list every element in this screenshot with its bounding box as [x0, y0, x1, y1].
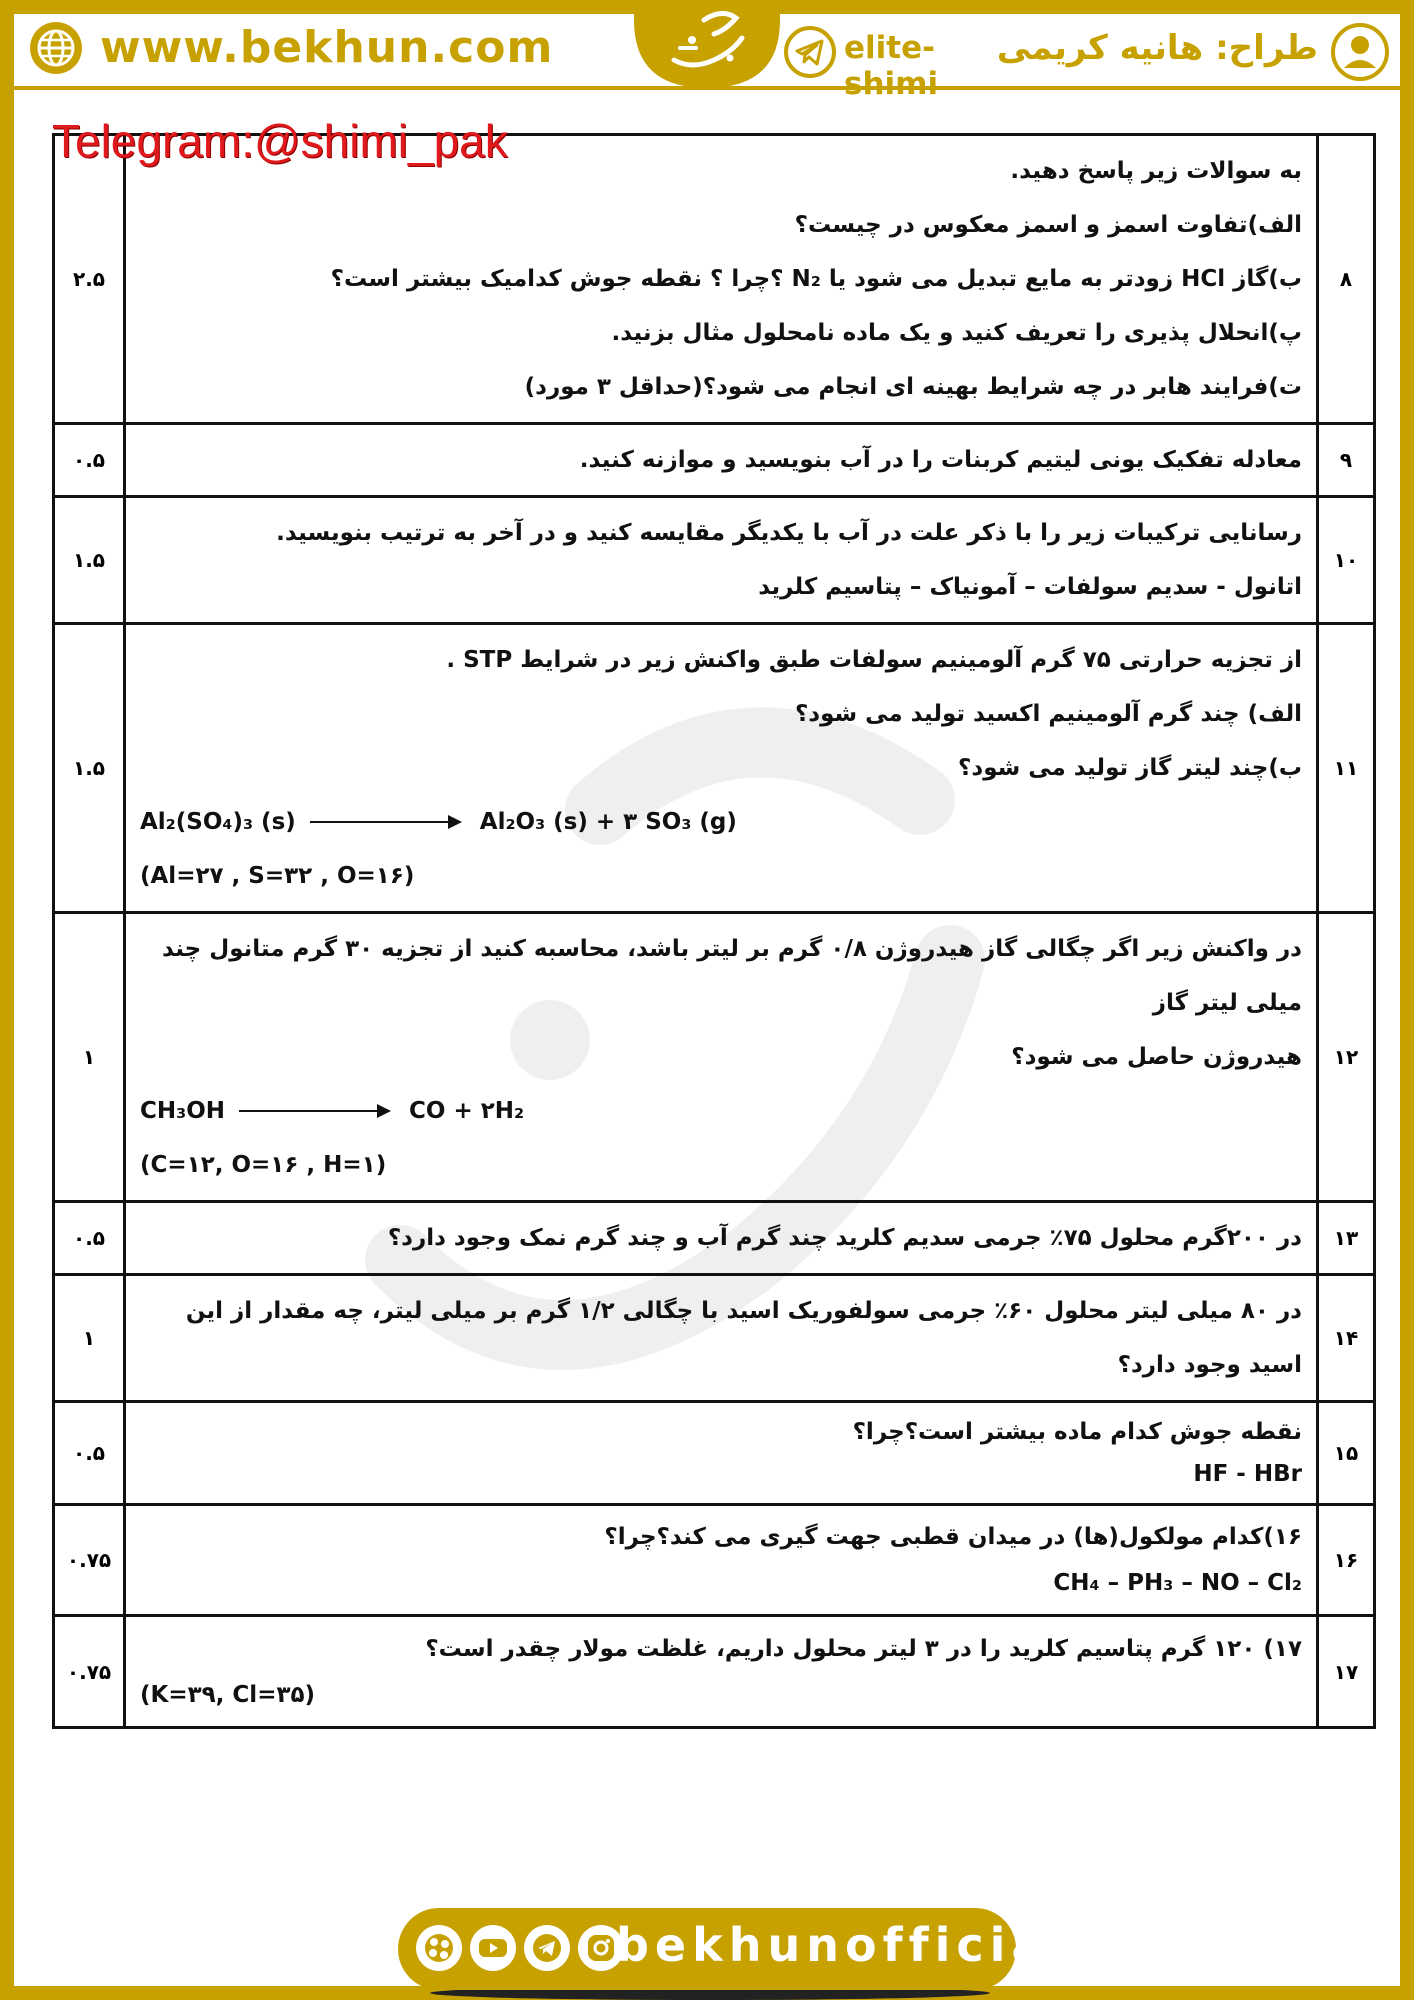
question-text: [125, 913, 1318, 1202]
question-line: از تجزیه حرارتی ۷۵ گرم آلومینیم سولفات طبق واکنش زیر در شرایط STP .: [446, 647, 1302, 673]
telegram-handle: elite-shimi: [844, 30, 939, 102]
question-line: به سوالات زیر پاسخ دهید.: [1010, 158, 1302, 184]
score-cell: ۰.۵: [54, 1402, 125, 1505]
question-row-15: [54, 1402, 1375, 1505]
atomic-masses: [140, 849, 1302, 903]
question-row-16: [54, 1505, 1375, 1616]
atomic-masses: [140, 1138, 1302, 1192]
question-row-8: [54, 135, 1375, 424]
social-handle[interactable]: bekhunofficial: [616, 1918, 1071, 1972]
score-cell: ۱.۵: [54, 624, 125, 913]
question-text: [125, 1202, 1318, 1275]
question-line: رسانایی ترکیبات زیر را با ذکر علت در آب با یکدیگر مقایسه کنید و در آخر به ترتیب بنویسید.: [276, 520, 1302, 546]
telegram-stamp: Telegram:@shimi_pak: [52, 115, 508, 167]
chemical-equation: [140, 1084, 1302, 1138]
globe-icon: [28, 20, 84, 76]
question-row-17: [54, 1616, 1375, 1728]
equation-products: Al₂O₃ (s) + ۳ SO₃ (g): [479, 809, 737, 835]
header: [0, 0, 1414, 102]
question-line: پ)انحلال پذیری را تعریف کنید و یک ماده نامحلول مثال بزنید.: [611, 320, 1302, 346]
question-line: ت)فرایند هابر در چه شرایط بهینه ای انجام می شود؟(حداقل ۳ مورد): [524, 374, 1302, 400]
equation-reactants: CH₃OH: [140, 1098, 226, 1124]
question-row-11: [54, 624, 1375, 913]
question-number: ۱۱: [1318, 624, 1375, 913]
formula-line: HF - HBr: [1193, 1461, 1302, 1487]
score-cell: ۰.۵: [54, 1202, 125, 1275]
exam-table: [52, 133, 1376, 1729]
score-cell: ۱.۵: [54, 497, 125, 624]
question-number: ۸: [1318, 135, 1375, 424]
question-line: ب)گاز HCl زودتر به مایع تبدیل می شود یا N₂ ؟چرا ؟ نقطه جوش کدامیک بیشتر است؟: [330, 266, 1302, 292]
telegram-icon[interactable]: [524, 1925, 570, 1971]
question-row-10: [54, 497, 1375, 624]
question-number: ۱۶: [1318, 1505, 1375, 1616]
reaction-arrow-icon: [310, 821, 460, 823]
atomic-masses-text: (C=۱۲, O=۱۶ , H=۱): [140, 1152, 387, 1178]
question-number: ۱۴: [1318, 1275, 1375, 1402]
website-link[interactable]: www.bekhun.com: [100, 22, 554, 73]
question-number: ۹: [1318, 424, 1375, 497]
designer-name: طراح: هانیه کریمی: [996, 28, 1318, 68]
question-text: [125, 624, 1318, 913]
question-line: هیدروژن حاصل می شود؟: [1011, 1044, 1302, 1070]
question-number: ۱۰: [1318, 497, 1375, 624]
question-row-12: [54, 913, 1375, 1202]
question-text: [125, 1275, 1318, 1402]
question-line: معادله تفکیک یونی لیتیم کربنات را در آب بنویسید و موازنه کنید.: [579, 447, 1302, 473]
question-text: [125, 497, 1318, 624]
formula-line: CH₄ – PH₃ – NO – Cl₂: [1053, 1570, 1302, 1596]
question-line: ب)چند لیتر گاز تولید می شود؟: [958, 755, 1302, 781]
question-row-9: [54, 424, 1375, 497]
question-line: اتانول - سدیم سولفات – آمونیاک – پتاسیم کلرید: [758, 574, 1302, 600]
score-cell: ۰.۷۵: [54, 1505, 125, 1616]
atomic-masses-text: (Al=۲۷ , S=۳۲ , O=۱۶): [140, 863, 415, 889]
question-line: نقطه جوش کدام ماده بیشتر است؟چرا؟: [852, 1419, 1302, 1445]
telegram-icon: [782, 24, 838, 80]
user-icon: [1330, 22, 1390, 82]
youtube-icon[interactable]: [470, 1925, 516, 1971]
question-line: در واکنش زیر اگر چگالی گاز هیدروژن ۰/۸ گرم بر لیتر باشد، محاسبه کنید از تجزیه ۳۰ گرم متانول چند میلی لیتر گاز: [161, 936, 1302, 1016]
brand-logo: [634, 0, 780, 90]
score-cell: ۱: [54, 1275, 125, 1402]
score-cell: ۲.۵: [54, 135, 125, 424]
question-line: ۱۶)کدام مولکول(ها) در میدان قطبی جهت گیری می کند؟چرا؟: [604, 1524, 1302, 1550]
reaction-arrow-icon: [239, 1110, 389, 1112]
designer-credit: [996, 22, 1390, 78]
question-line: الف) چند گرم آلومینیم اکسید تولید می شود؟: [794, 701, 1302, 727]
question-text: [125, 135, 1318, 424]
question-number: ۱۵: [1318, 1402, 1375, 1505]
question-line: ۱۷) ۱۲۰ گرم پتاسیم کلرید را در ۳ لیتر محلول داریم، غلظت مولار چقدر است؟: [425, 1635, 1302, 1662]
question-line: الف)تفاوت اسمز و اسمز معکوس در چیست؟: [794, 212, 1302, 238]
question-text: [125, 1505, 1318, 1616]
question-number: ۱۲: [1318, 913, 1375, 1202]
telegram-channel[interactable]: [782, 26, 1022, 102]
question-number: ۱۳: [1318, 1202, 1375, 1275]
question-line: در ۲۰۰گرم محلول ۷۵٪ جرمی سدیم کلرید چند گرم آب و چند گرم نمک وجود دارد؟: [387, 1225, 1302, 1251]
question-text: [125, 1402, 1318, 1505]
question-text: [125, 424, 1318, 497]
social-icons: [416, 1925, 624, 1971]
score-cell: ۱: [54, 913, 125, 1202]
equation-reactants: Al₂(SO₄)₃ (s): [140, 809, 296, 835]
footer-social-bar: [398, 1908, 1071, 1990]
score-cell: ۰.۵: [54, 424, 125, 497]
score-cell: ۰.۷۵: [54, 1616, 125, 1728]
question-row-14: [54, 1275, 1375, 1402]
question-number: ۱۷: [1318, 1616, 1375, 1728]
question-row-13: [54, 1202, 1375, 1275]
question-text: [125, 1616, 1318, 1728]
equation-products: CO + ۲H₂: [409, 1098, 525, 1124]
chemical-equation: [140, 795, 1302, 849]
atomic-masses-text: (K=۳۹, Cl=۳۵): [140, 1681, 316, 1708]
aparat-icon[interactable]: [416, 1925, 462, 1971]
question-line: در ۸۰ میلی لیتر محلول ۶۰٪ جرمی سولفوریک اسید با چگالی ۱/۲ گرم بر میلی لیتر، چه مقدار از این اسید وجود دارد؟: [185, 1298, 1302, 1378]
